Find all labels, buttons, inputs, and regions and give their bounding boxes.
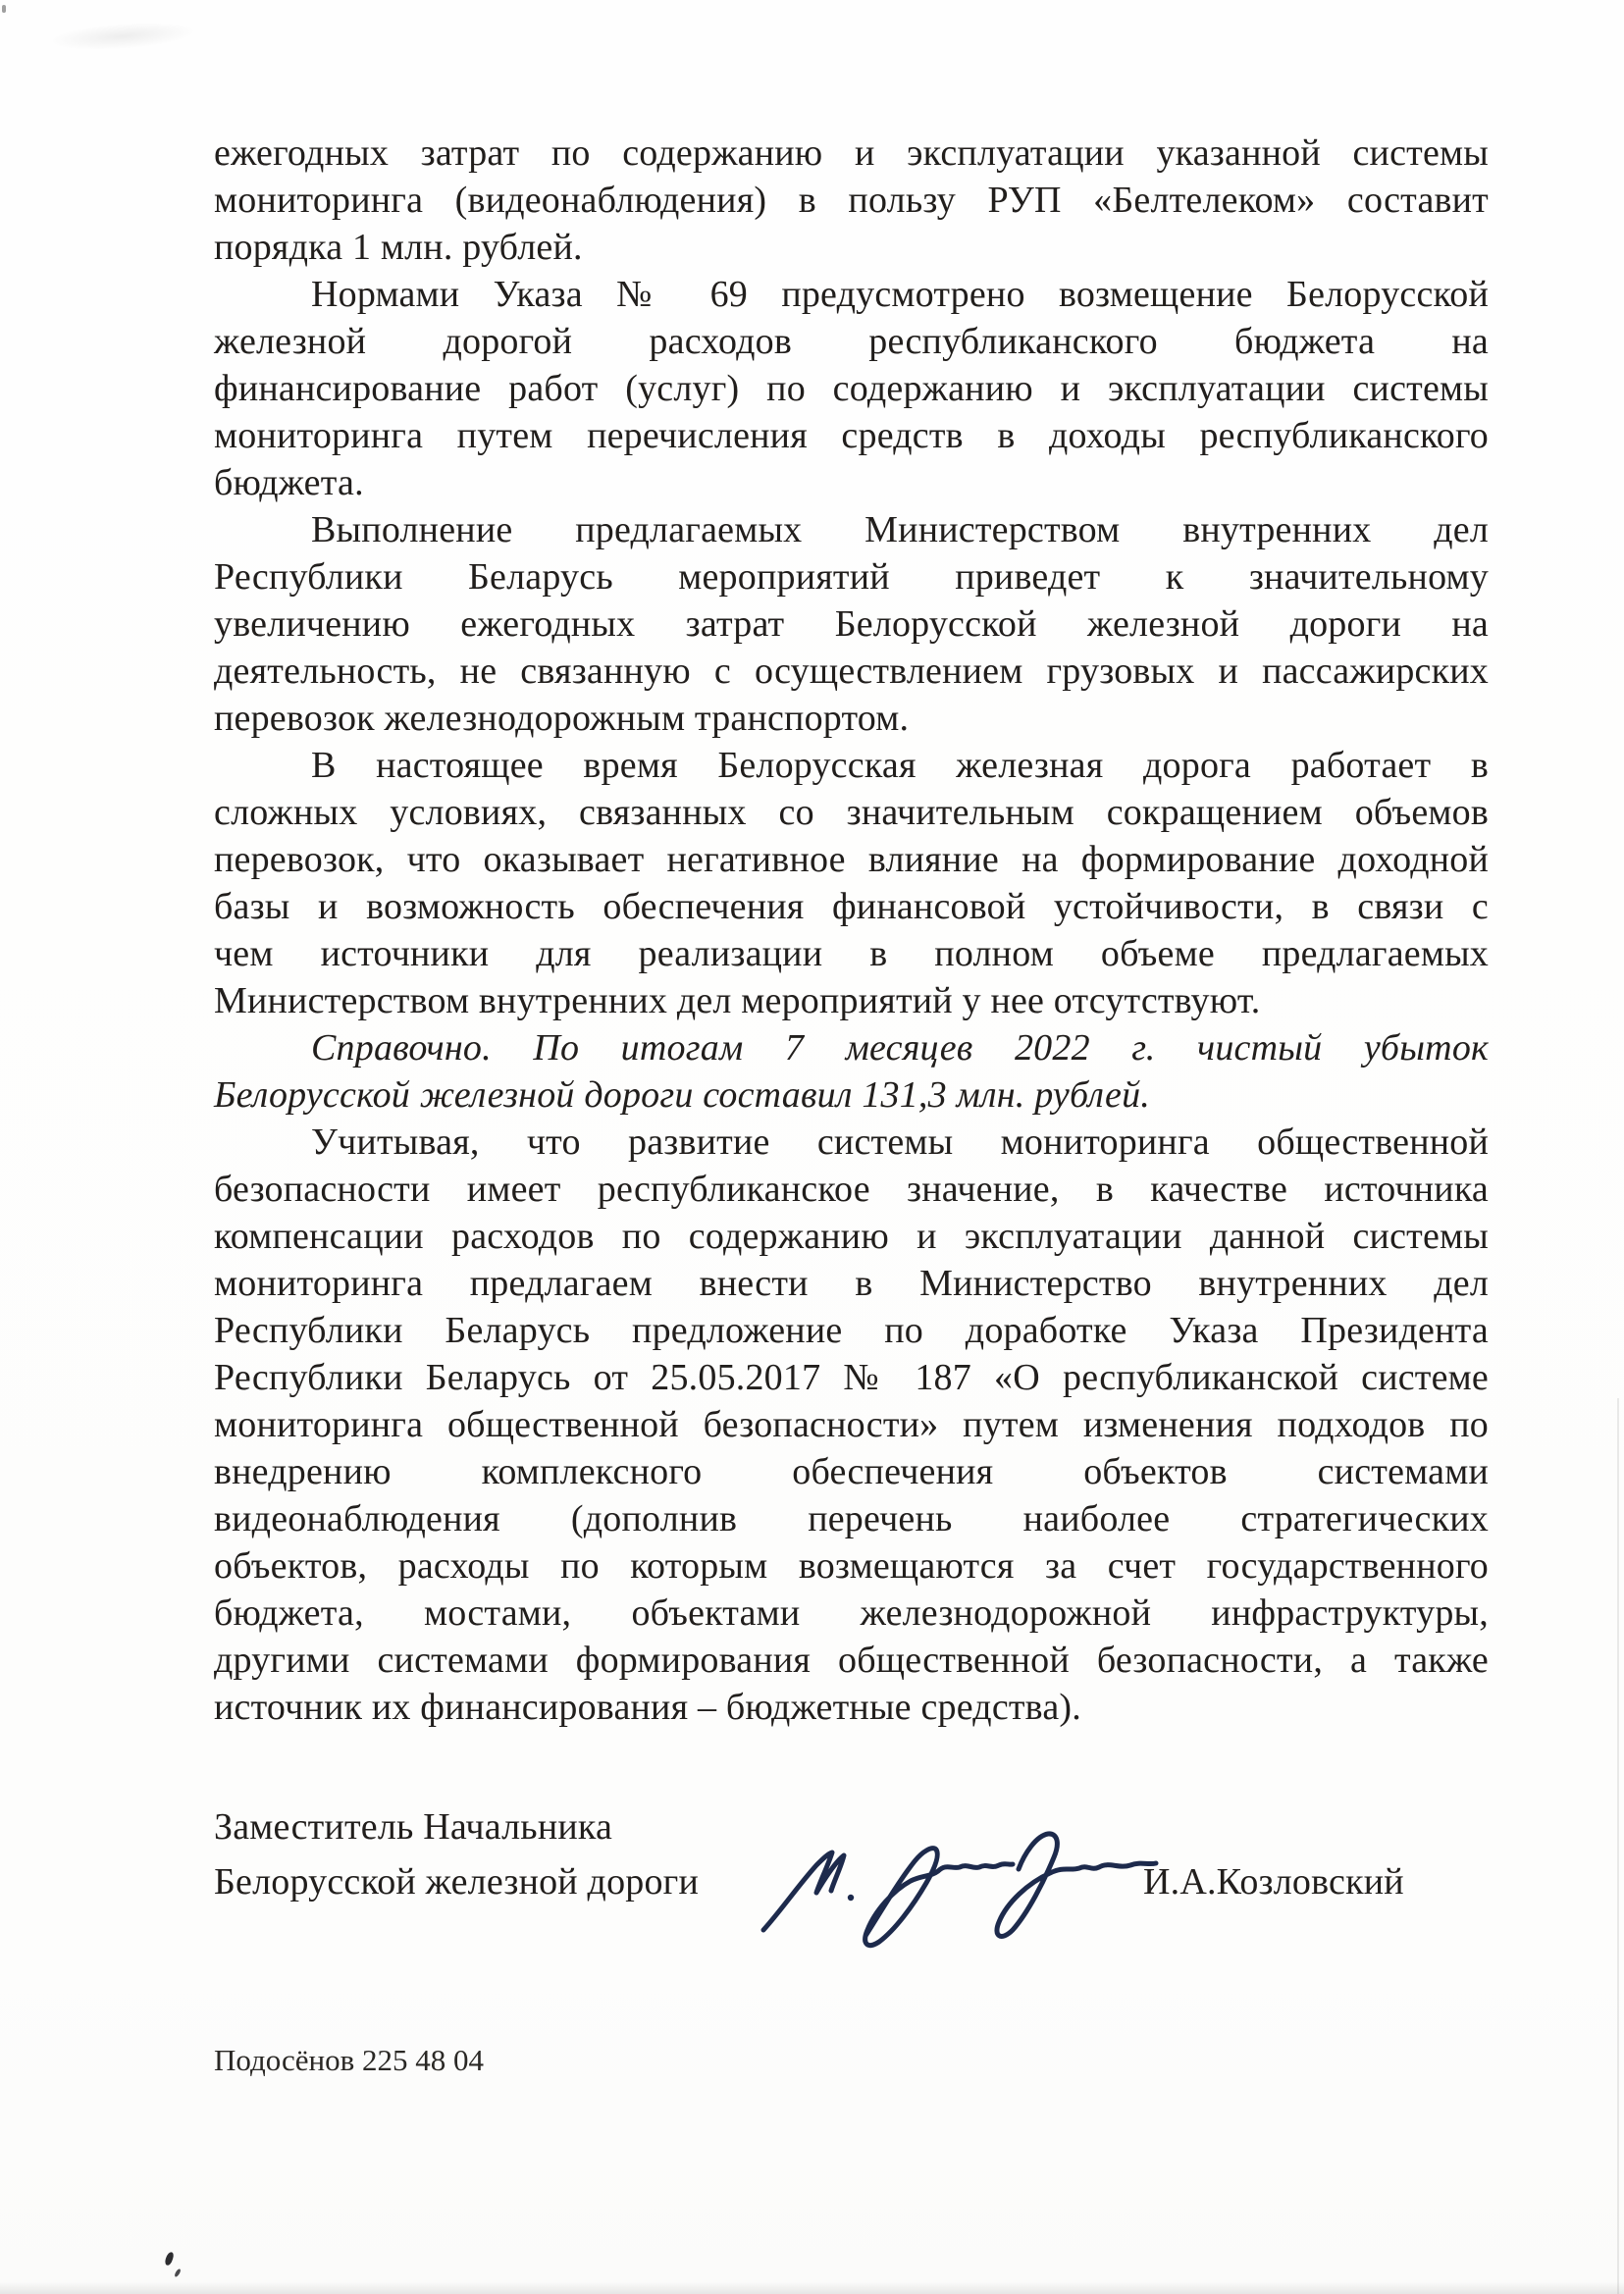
text-line: перевозок железнодорожным транспортом. xyxy=(214,698,910,739)
text-line: мониторинга общественной безопасности» путем изменения подходов по xyxy=(214,1404,1489,1445)
signer-name: И.А.Козловский xyxy=(1143,1861,1404,1903)
text-line: финансирование работ (услуг) по содержанию и эксплуатации системы xyxy=(214,368,1489,409)
text-line: безопасности имеет республиканское значение, в качестве источника xyxy=(214,1169,1489,1210)
pen-ink-speck-small xyxy=(174,2268,182,2278)
text-line: порядка 1 млн. рублей. xyxy=(214,227,583,268)
scan-smudge xyxy=(48,19,196,54)
text-line: мониторинга предлагаем внести в Министерство внутренних дел xyxy=(214,1263,1489,1304)
text-line: объектов, расходы по которым возмещаются за счет государственного xyxy=(214,1545,1489,1587)
text-line: сложных условиях, связанных со значительным сокращением объемов xyxy=(214,792,1489,833)
text-line: Справочно. По итогам 7 месяцев 2022 г. чистый убыток xyxy=(311,1027,1489,1069)
text-line: ежегодных затрат по содержанию и эксплуатации указанной системы xyxy=(214,132,1489,174)
signer-position-line-1: Заместитель Начальника xyxy=(214,1806,613,1848)
scan-corner-speck xyxy=(2,5,6,13)
text-line: перевозок, что оказывает негативное влияние на формирование доходной xyxy=(214,839,1489,880)
pen-ink-speck xyxy=(164,2251,175,2266)
handwritten-signature-icon xyxy=(756,1820,1168,1967)
letter-body xyxy=(214,130,1489,1731)
text-line: деятельность, не связанную с осуществлением грузовых и пассажирских xyxy=(214,651,1489,692)
text-line: В настоящее время Белорусская железная дорога работает в xyxy=(311,745,1489,786)
text-line: внедрению комплексного обеспечения объектов системами xyxy=(214,1451,1489,1492)
text-line: Белорусской железной дороги составил 131,3 млн. рублей. xyxy=(214,1074,1151,1116)
text-line: бюджета. xyxy=(214,462,364,503)
signature-block xyxy=(214,1799,1489,1909)
text-line: Выполнение предлагаемых Министерством внутренних дел xyxy=(311,509,1489,550)
scan-edge-line xyxy=(1617,1398,1619,2294)
text-line: Учитывая, что развитие системы мониторинга общественной xyxy=(311,1121,1489,1163)
text-line: базы и возможность обеспечения финансовой устойчивости, в связи с xyxy=(214,886,1489,927)
scan-edge-shadow xyxy=(0,2282,1624,2294)
text-line: мониторинга путем перечисления средств в доходы республиканского xyxy=(214,415,1489,456)
text-line: Нормами Указа № 69 предусмотрено возмещение Белорусской xyxy=(311,274,1489,315)
signer-position-line-2: Белорусской железной дороги xyxy=(214,1861,700,1903)
text-line: компенсации расходов по содержанию и эксплуатации данной системы xyxy=(214,1216,1489,1257)
text-line: Республики Беларусь предложение по доработке Указа Президента xyxy=(214,1310,1489,1351)
text-line: Министерством внутренних дел мероприятий у нее отсутствуют. xyxy=(214,980,1261,1021)
text-line: другими системами формирования общественной безопасности, а также xyxy=(214,1640,1489,1681)
text-line: железной дорогой расходов республиканского бюджета на xyxy=(214,321,1489,362)
text-line: бюджета, мостами, объектами железнодорожной инфраструктуры, xyxy=(214,1592,1489,1634)
text-line: чем источники для реализации в полном объеме предлагаемых xyxy=(214,933,1489,974)
text-line: Республики Беларусь мероприятий приведет к значительному xyxy=(214,556,1489,598)
text-line: увеличению ежегодных затрат Белорусской железной дороги на xyxy=(214,603,1489,645)
text-line: видеонаблюдения (дополнив перечень наиболее стратегических xyxy=(214,1498,1489,1539)
text-line: Республики Беларусь от 25.05.2017 № 187 «О республиканской системе xyxy=(214,1357,1489,1398)
text-line: мониторинга (видеонаблюдения) в пользу РУП «Белтелеком» составит xyxy=(214,180,1489,221)
text-line: источник их финансирования – бюджетные средства). xyxy=(214,1687,1081,1728)
executor-contact: Подосёнов 225 48 04 xyxy=(214,2043,485,2077)
